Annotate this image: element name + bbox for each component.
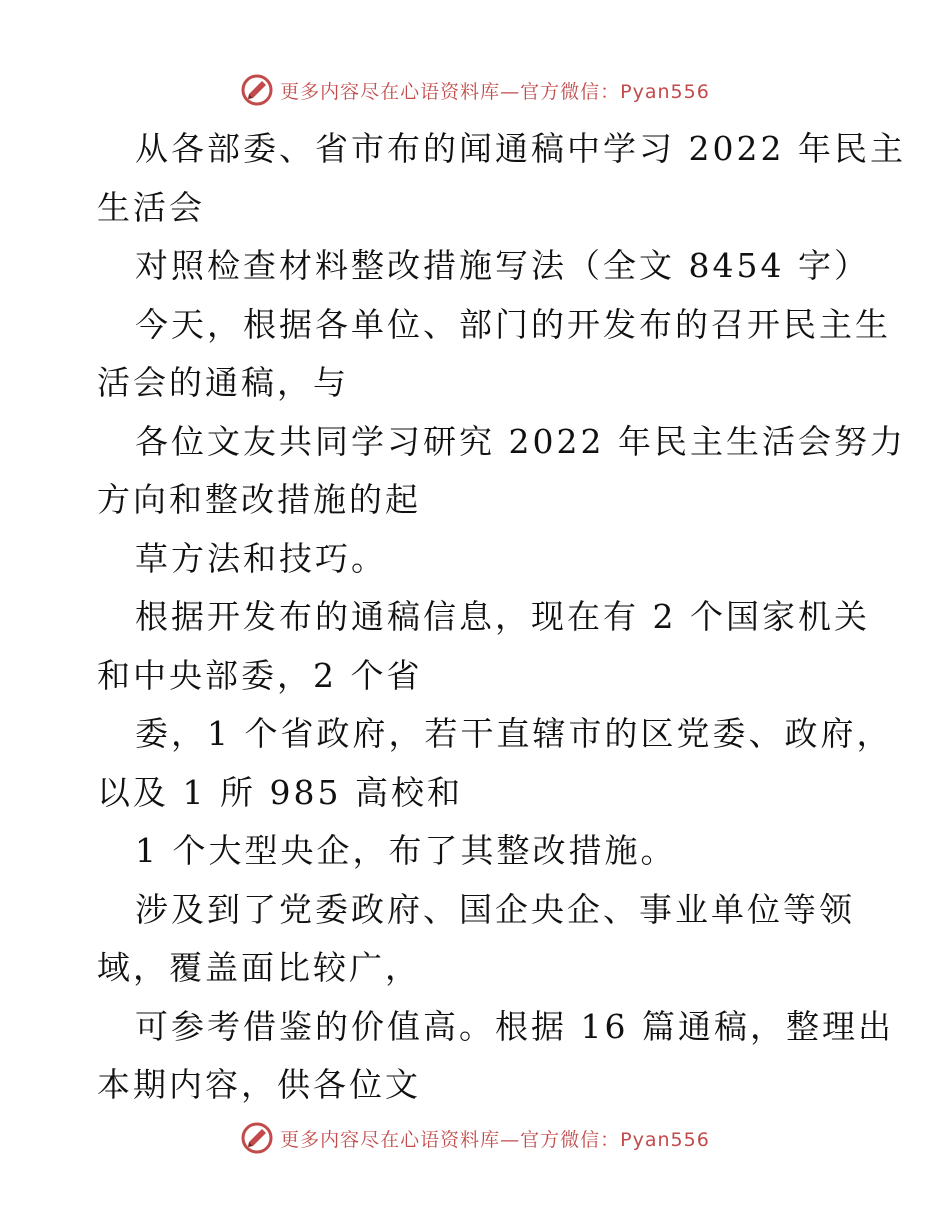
watermark-text — [280, 77, 710, 104]
text-line: 活会的通稿，与 — [97, 363, 349, 402]
watermark-text — [280, 1125, 710, 1152]
watermark-label: 更多内容尽在心语资料库—官方微信： — [280, 1128, 621, 1151]
text-line: 委，1 个省政府，若干直辖市的区党委、政府， — [135, 714, 893, 753]
text-line: 各位文友共同学习研究 2022 年民主生活会努力 — [135, 421, 906, 461]
watermark-handle: Pyan556 — [620, 1128, 710, 1151]
text-line: 从各部委、省市布的闻通稿中学习 2022 年民主 — [135, 129, 906, 168]
library-logo-icon — [240, 1121, 274, 1155]
text-line: 对照检查材料整改措施写法（全文 8454 字） — [135, 246, 870, 285]
body-text — [97, 120, 906, 1115]
text-line: 方向和整改措施的起 — [97, 480, 421, 519]
text-line: 生活会 — [97, 187, 205, 227]
library-logo-icon — [240, 73, 274, 107]
text-line: 域，覆盖面比较广， — [97, 948, 421, 987]
text-line: 今天，根据各单位、部门的开发布的召开民主生 — [135, 304, 891, 344]
watermark-label: 更多内容尽在心语资料库—官方微信： — [280, 80, 621, 103]
text-line: 涉及到了党委政府、国企央企、事业单位等领 — [135, 889, 855, 929]
text-line: 可参考借鉴的价值高。根据 16 篇通稿，整理出 — [135, 1006, 894, 1046]
text-line: 根据开发布的通稿信息，现在有 2 个国家机关 — [135, 597, 870, 636]
watermark-handle: Pyan556 — [620, 80, 710, 103]
text-line: 本期内容，供各位文 — [97, 1065, 421, 1104]
text-line: 以及 1 所 985 高校和 — [97, 772, 463, 812]
text-line: 1 个大型央企，布了其整改措施。 — [135, 831, 677, 870]
footer-watermark — [0, 1118, 950, 1158]
header-watermark — [0, 70, 950, 110]
text-line: 草方法和技巧。 — [135, 538, 387, 578]
text-line: 和中央部委，2 个省 — [97, 655, 423, 695]
